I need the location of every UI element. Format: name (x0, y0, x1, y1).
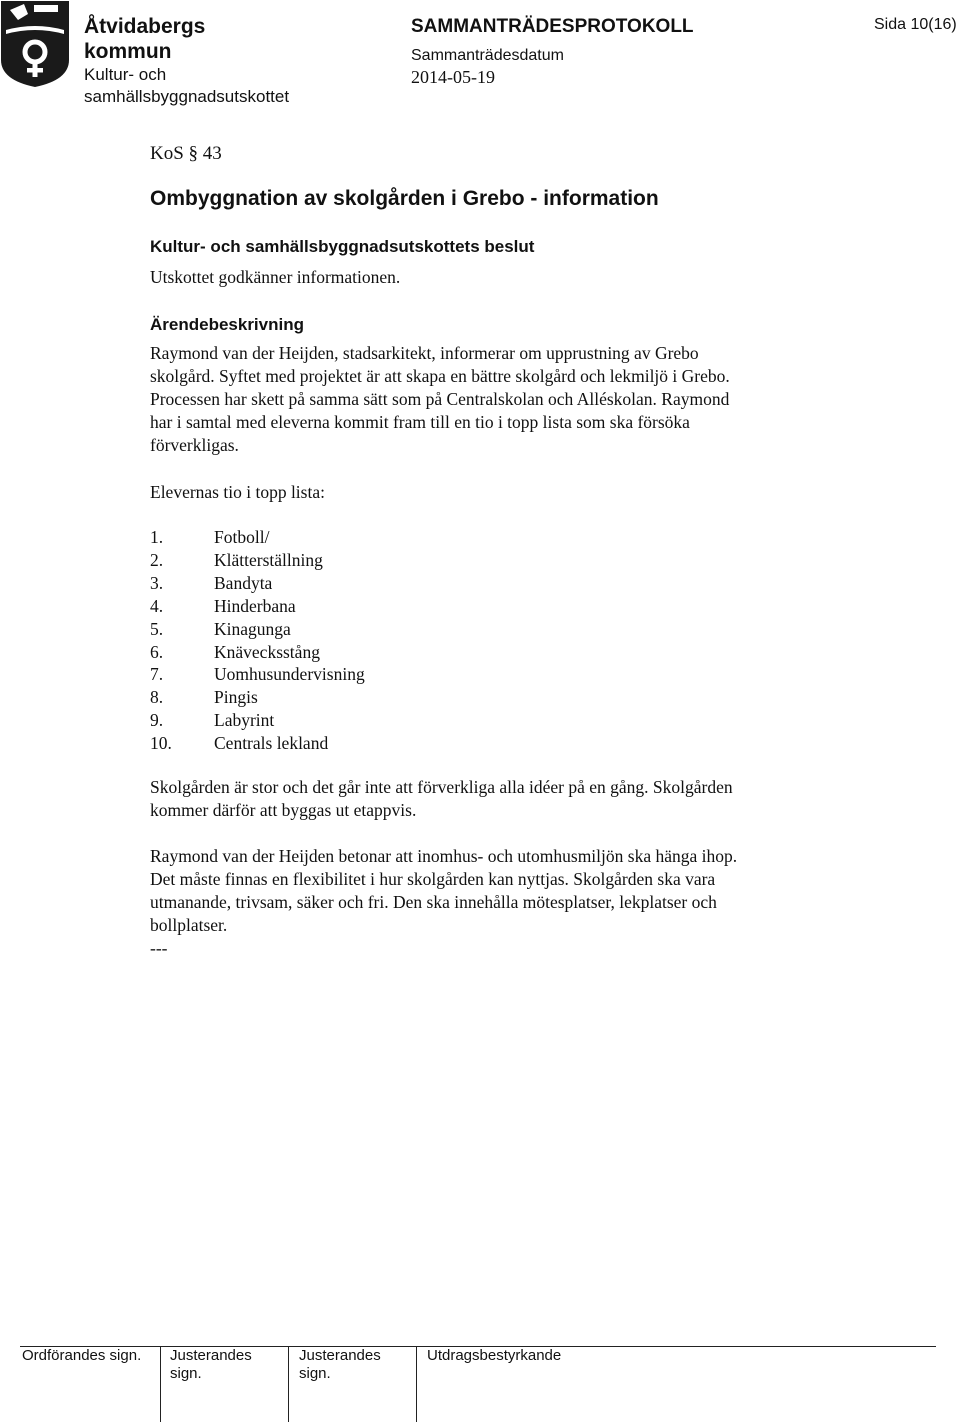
text-line: har i samtal med eleverna kommit fram till en tio i topp lista som ska försöka (150, 412, 690, 432)
list-text: Centrals lekland (214, 733, 329, 754)
decision-text: Utskottet godkänner informationen. (150, 267, 401, 287)
text-line: förverkligas. (150, 435, 239, 455)
org-name (84, 14, 205, 64)
list-item (150, 526, 365, 549)
footer-divider (416, 1346, 417, 1422)
list-number: 3. (150, 572, 164, 593)
list-item (150, 686, 365, 709)
text-line: Processen har skett på samma sätt som på Centralskolan och Alléskolan. Raymond (150, 389, 730, 409)
footer-divider (288, 1346, 289, 1422)
meeting-date: 2014-05-19 (411, 67, 495, 87)
text-line: utmanande, trivsam, säker och fri. Den ska innehålla mötesplatser, lekplatser och (150, 892, 717, 912)
list-item (150, 732, 365, 755)
adjuster-signature-box-2 (299, 1347, 381, 1383)
list-text: Knävecksstång (214, 641, 320, 662)
department-line1: Kultur- och (84, 65, 167, 84)
list-item (150, 549, 365, 572)
text-line: kommer därför att byggas ut etappvis. (150, 800, 417, 820)
text-line: Skolgården är stor och det går inte att förverkliga alla idéer på en gång. Skolgården (150, 777, 733, 797)
list-text: Klätterställning (214, 549, 323, 570)
description-heading: Ärendebeskrivning (150, 315, 304, 334)
list-text: Bandyta (214, 572, 273, 593)
list-number: 4. (150, 595, 164, 616)
signature-label: sign. (170, 1365, 202, 1382)
signature-label: Justerandes (170, 1347, 252, 1364)
case-heading: Ombyggnation av skolgården i Grebo - information (150, 187, 659, 210)
footer-divider (160, 1346, 161, 1422)
list-number: 5. (150, 618, 164, 639)
department (84, 64, 289, 108)
list-number: 8. (150, 687, 164, 708)
list-text: Hinderbana (214, 595, 296, 616)
signature-label: sign. (299, 1365, 331, 1382)
list-item (150, 572, 365, 595)
text-line: Det måste finnas en flexibilitet i hur skolgården kan nyttjas. Skolgården ska vara (150, 869, 716, 889)
page-number: Sida 10(16) (874, 16, 957, 33)
paragraph-flexibility (150, 845, 737, 937)
meeting-date-label: Sammanträdesdatum (411, 47, 564, 64)
list-number: 10. (150, 733, 172, 754)
document-title: SAMMANTRÄDESPROTOKOLL (411, 16, 694, 37)
list-text: Fotboll/ (214, 527, 270, 547)
text-line: Raymond van der Heijden, stadsarkitekt, informerar om upprustning av Grebo (150, 343, 699, 363)
end-mark: --- (150, 938, 168, 958)
description-paragraph (150, 342, 730, 457)
org-name-line2: kommun (84, 40, 172, 63)
decision-heading: Kultur- och samhällsbyggnadsutskottets beslut (150, 237, 535, 256)
adjuster-signature-box-1 (170, 1347, 252, 1383)
top-ten-list (150, 526, 365, 755)
list-text: Uomhusundervisning (214, 664, 365, 685)
department-line2: samhällsbyggnadsutskottet (84, 87, 290, 106)
text-line: Raymond van der Heijden betonar att inomhus- och utomhusmiljön ska hänga ihop. (150, 846, 738, 866)
text-line: skolgård. Syftet med projektet är att skapa en bättre skolgård och lekmiljö i Grebo. (150, 366, 730, 386)
org-name-line1: Åtvidabergs (84, 15, 206, 38)
list-intro: Elevernas tio i topp lista: (150, 482, 325, 502)
list-number: 2. (150, 549, 164, 570)
list-item (150, 595, 365, 618)
list-number: 7. (150, 664, 164, 685)
list-item (150, 641, 365, 664)
list-number: 9. (150, 710, 164, 731)
signature-label: Justerandes (299, 1347, 381, 1364)
list-item (150, 663, 365, 686)
list-text: Kinagunga (214, 618, 291, 639)
list-item (150, 709, 365, 732)
chair-signature-box: Ordförandes sign. (22, 1347, 142, 1364)
list-number: 1. (150, 527, 164, 547)
municipality-logo-icon (0, 0, 70, 88)
list-item (150, 618, 365, 641)
paragraph-reference: KoS § 43 (150, 143, 222, 164)
certifier-box: Utdragsbestyrkande (427, 1347, 562, 1364)
paragraph-stage-build (150, 776, 733, 822)
list-text: Pingis (214, 687, 258, 708)
list-text: Labyrint (214, 710, 275, 731)
text-line: bollplatser. (150, 915, 228, 935)
list-number: 6. (150, 641, 164, 662)
